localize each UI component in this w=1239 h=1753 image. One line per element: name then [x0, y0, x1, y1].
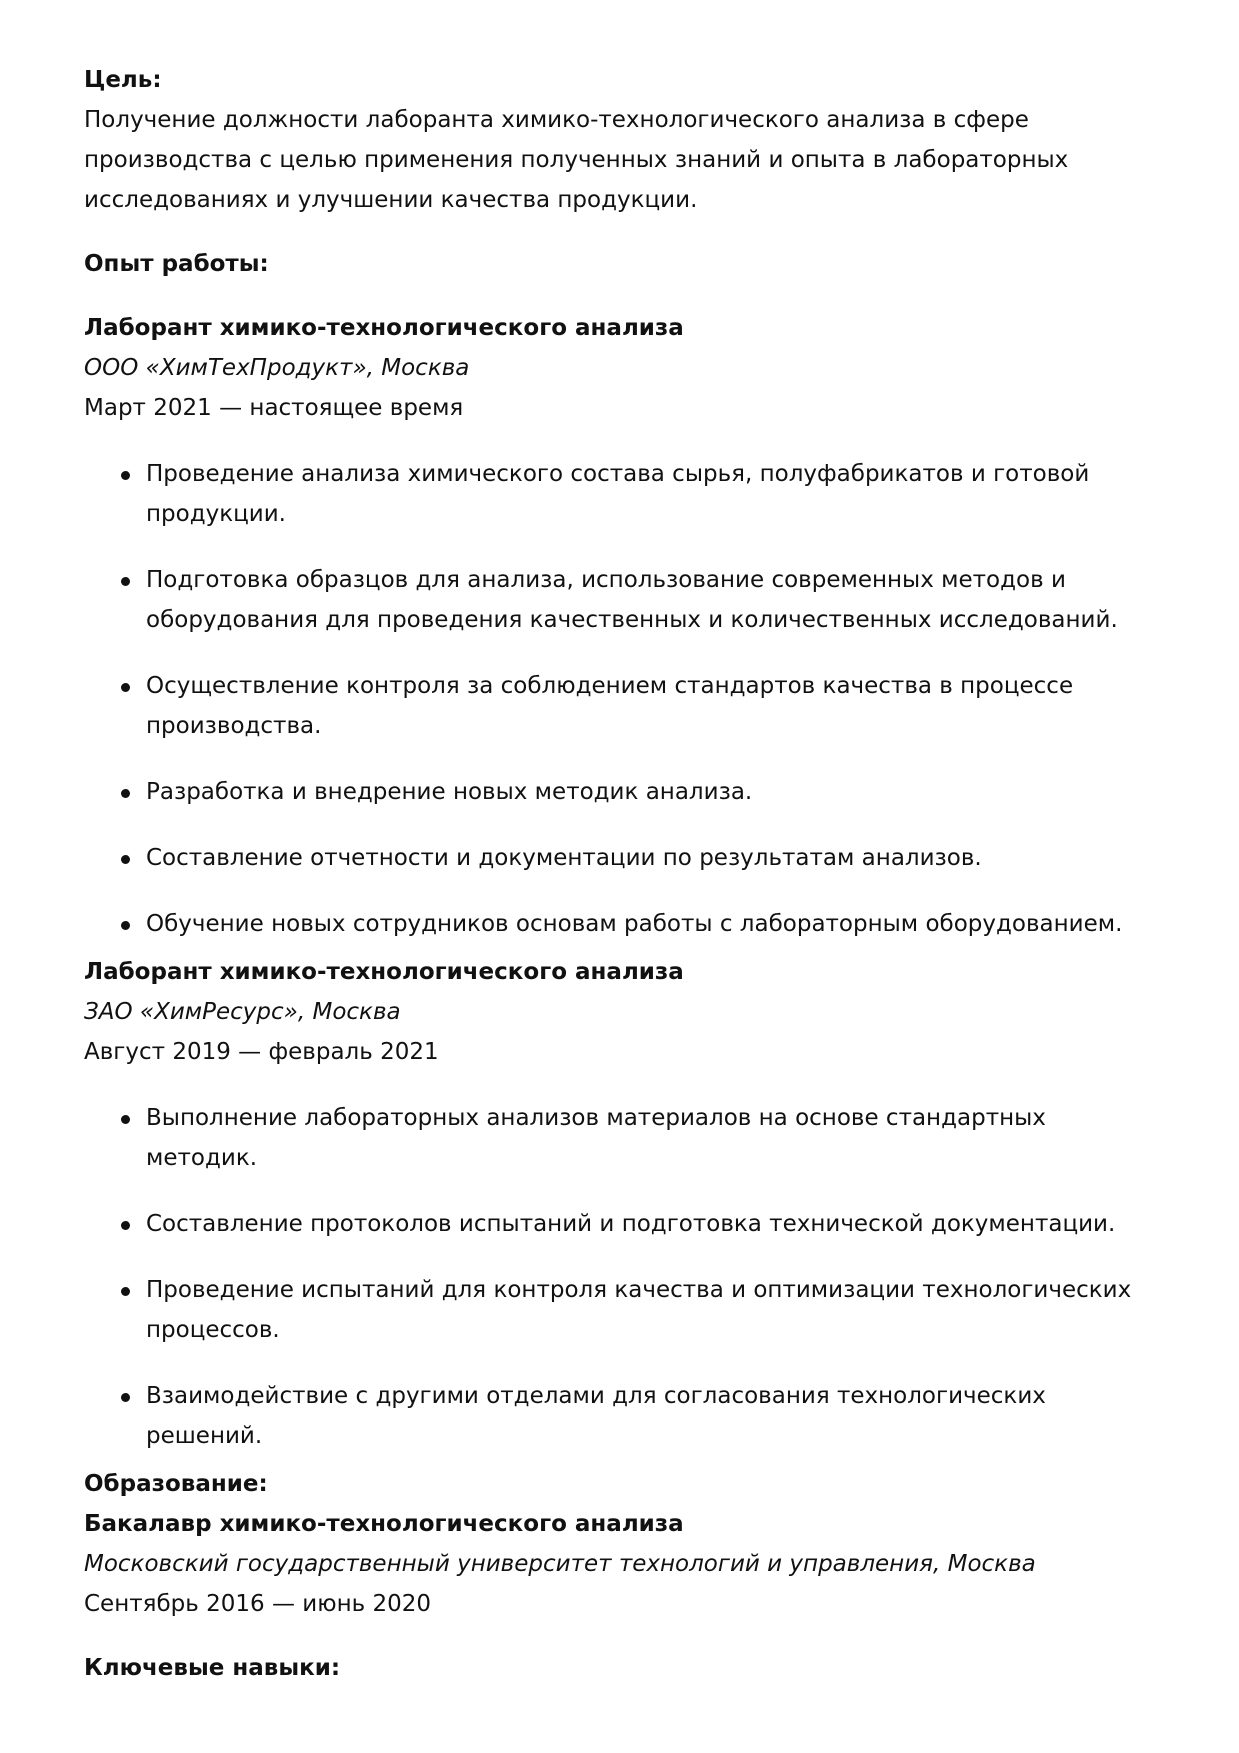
job-title: Лаборант химико-технологического анализа	[84, 315, 684, 341]
education-degree: Бакалавр химико-технологического анализа	[84, 1511, 684, 1537]
experience-heading: Опыт работы:	[84, 251, 269, 277]
goal-heading: Цель:	[84, 67, 162, 93]
job-title: Лаборант химико-технологического анализа	[84, 959, 684, 985]
list-item: Подготовка образцов для анализа, использование современных методов и оборудования для проведения качественных и количественных исследований.	[146, 560, 1159, 640]
job-duties-list	[84, 1098, 1159, 1456]
education-period: Сентябрь 2016 — июнь 2020	[84, 1591, 432, 1617]
job-entry	[84, 952, 1159, 1456]
list-item: Разработка и внедрение новых методик анализа.	[146, 772, 1159, 812]
job-company: ЗАО «ХимРесурс», Москва	[84, 999, 401, 1025]
education-section	[84, 1464, 1159, 1624]
education-institution: Московский государственный университет технологий и управления, Москва	[84, 1551, 1036, 1577]
list-item: Составление протоколов испытаний и подготовка технической документации.	[146, 1204, 1159, 1244]
list-item: Обучение новых сотрудников основам работы с лабораторным оборудованием.	[146, 904, 1159, 944]
skills-heading: Ключевые навыки:	[84, 1655, 341, 1681]
job-period: Март 2021 — настоящее время	[84, 395, 464, 421]
job-company: ООО «ХимТехПродукт», Москва	[84, 355, 470, 381]
list-item: Выполнение лабораторных анализов материалов на основе стандартных методик.	[146, 1098, 1159, 1178]
list-item: Проведение анализа химического состава сырья, полуфабрикатов и готовой продукции.	[146, 454, 1159, 534]
education-heading: Образование:	[84, 1471, 268, 1497]
list-item: Осуществление контроля за соблюдением стандартов качества в процессе производства.	[146, 666, 1159, 746]
list-item: Взаимодействие с другими отделами для согласования технологических решений.	[146, 1376, 1159, 1456]
list-item: Составление отчетности и документации по результатам анализов.	[146, 838, 1159, 878]
job-period: Август 2019 — февраль 2021	[84, 1039, 439, 1065]
job-entry	[84, 308, 1159, 944]
job-duties-list	[84, 454, 1159, 944]
goal-text: Получение должности лаборанта химико-технологического анализа в сфере производства с целью применения полученных знаний и опыта в лабораторных исследованиях и улучшении качества продукции.	[84, 107, 1069, 213]
list-item: Проведение испытаний для контроля качества и оптимизации технологических процессов.	[146, 1270, 1159, 1350]
